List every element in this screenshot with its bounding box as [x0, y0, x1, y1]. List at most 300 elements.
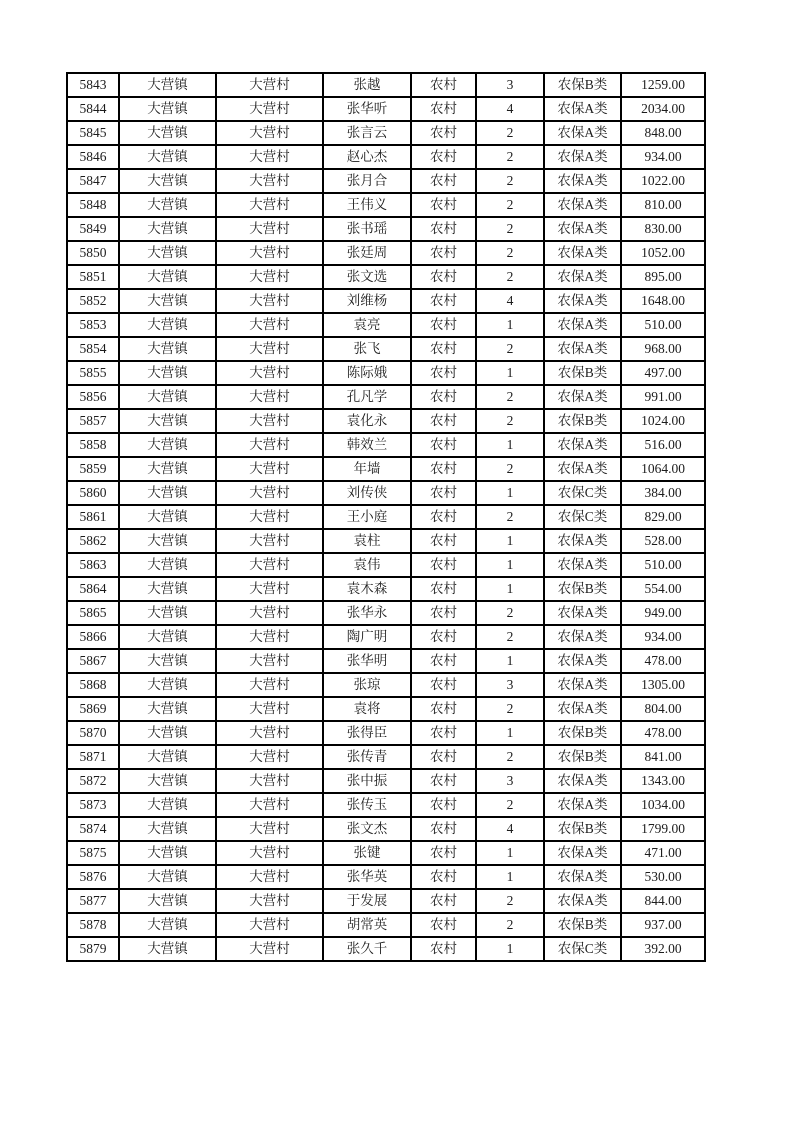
cell-town: 大营镇	[119, 169, 216, 193]
cell-insurance-type: 农保A类	[544, 121, 621, 145]
cell-name: 袁化永	[323, 409, 411, 433]
cell-amount: 1343.00	[621, 769, 705, 793]
table-row	[67, 169, 705, 193]
cell-amount: 510.00	[621, 313, 705, 337]
cell-serial: 5879	[67, 937, 119, 961]
cell-serial: 5856	[67, 385, 119, 409]
cell-insurance-type: 农保A类	[544, 193, 621, 217]
cell-amount: 478.00	[621, 721, 705, 745]
cell-town: 大营镇	[119, 913, 216, 937]
cell-count: 2	[476, 625, 544, 649]
cell-amount: 392.00	[621, 937, 705, 961]
cell-town: 大营镇	[119, 529, 216, 553]
cell-count: 2	[476, 913, 544, 937]
cell-town: 大营镇	[119, 889, 216, 913]
cell-count: 1	[476, 313, 544, 337]
cell-name: 张中振	[323, 769, 411, 793]
cell-serial: 5877	[67, 889, 119, 913]
cell-name: 胡常英	[323, 913, 411, 937]
cell-town: 大营镇	[119, 601, 216, 625]
cell-amount: 471.00	[621, 841, 705, 865]
cell-amount: 384.00	[621, 481, 705, 505]
cell-insurance-type: 农保A类	[544, 313, 621, 337]
cell-category: 农村	[411, 481, 476, 505]
cell-category: 农村	[411, 673, 476, 697]
cell-insurance-type: 农保A类	[544, 217, 621, 241]
cell-town: 大营镇	[119, 649, 216, 673]
cell-town: 大营镇	[119, 241, 216, 265]
cell-count: 2	[476, 121, 544, 145]
cell-insurance-type: 农保B类	[544, 409, 621, 433]
cell-serial: 5849	[67, 217, 119, 241]
cell-count: 4	[476, 97, 544, 121]
cell-village: 大营村	[216, 649, 323, 673]
cell-village: 大营村	[216, 169, 323, 193]
cell-insurance-type: 农保A类	[544, 673, 621, 697]
cell-serial: 5850	[67, 241, 119, 265]
cell-name: 孔凡学	[323, 385, 411, 409]
cell-serial: 5878	[67, 913, 119, 937]
cell-category: 农村	[411, 313, 476, 337]
beneficiary-table	[66, 72, 706, 962]
table-row	[67, 265, 705, 289]
table-row	[67, 337, 705, 361]
cell-insurance-type: 农保A类	[544, 769, 621, 793]
cell-category: 农村	[411, 385, 476, 409]
cell-town: 大营镇	[119, 865, 216, 889]
table-row	[67, 673, 705, 697]
cell-name: 王伟义	[323, 193, 411, 217]
cell-serial: 5862	[67, 529, 119, 553]
table-row	[67, 241, 705, 265]
table-row	[67, 841, 705, 865]
cell-count: 3	[476, 73, 544, 97]
cell-insurance-type: 农保B类	[544, 913, 621, 937]
cell-serial: 5861	[67, 505, 119, 529]
cell-village: 大营村	[216, 937, 323, 961]
table-row	[67, 361, 705, 385]
cell-category: 农村	[411, 553, 476, 577]
cell-serial: 5853	[67, 313, 119, 337]
cell-insurance-type: 农保C类	[544, 481, 621, 505]
cell-village: 大营村	[216, 553, 323, 577]
cell-town: 大营镇	[119, 121, 216, 145]
cell-insurance-type: 农保B类	[544, 577, 621, 601]
cell-name: 张琼	[323, 673, 411, 697]
cell-village: 大营村	[216, 73, 323, 97]
cell-category: 农村	[411, 505, 476, 529]
cell-village: 大营村	[216, 313, 323, 337]
table-body	[67, 73, 705, 961]
table-row	[67, 577, 705, 601]
cell-town: 大营镇	[119, 193, 216, 217]
cell-village: 大营村	[216, 697, 323, 721]
cell-name: 张键	[323, 841, 411, 865]
cell-insurance-type: 农保A类	[544, 97, 621, 121]
cell-village: 大营村	[216, 265, 323, 289]
cell-name: 张言云	[323, 121, 411, 145]
cell-count: 2	[476, 793, 544, 817]
cell-amount: 530.00	[621, 865, 705, 889]
cell-amount: 1648.00	[621, 289, 705, 313]
cell-category: 农村	[411, 793, 476, 817]
cell-village: 大营村	[216, 601, 323, 625]
cell-serial: 5873	[67, 793, 119, 817]
table-row	[67, 889, 705, 913]
cell-amount: 804.00	[621, 697, 705, 721]
cell-name: 刘维杨	[323, 289, 411, 313]
cell-serial: 5846	[67, 145, 119, 169]
cell-serial: 5845	[67, 121, 119, 145]
cell-amount: 510.00	[621, 553, 705, 577]
cell-amount: 810.00	[621, 193, 705, 217]
cell-town: 大营镇	[119, 577, 216, 601]
cell-town: 大营镇	[119, 457, 216, 481]
cell-town: 大营镇	[119, 409, 216, 433]
cell-count: 2	[476, 385, 544, 409]
cell-name: 刘传侠	[323, 481, 411, 505]
cell-serial: 5870	[67, 721, 119, 745]
cell-category: 农村	[411, 841, 476, 865]
table-row	[67, 913, 705, 937]
cell-count: 2	[476, 745, 544, 769]
cell-town: 大营镇	[119, 841, 216, 865]
cell-name: 王小庭	[323, 505, 411, 529]
cell-count: 2	[476, 505, 544, 529]
cell-name: 袁木森	[323, 577, 411, 601]
cell-village: 大营村	[216, 505, 323, 529]
cell-category: 农村	[411, 97, 476, 121]
cell-amount: 991.00	[621, 385, 705, 409]
cell-category: 农村	[411, 241, 476, 265]
cell-town: 大营镇	[119, 289, 216, 313]
cell-count: 1	[476, 649, 544, 673]
cell-insurance-type: 农保B类	[544, 361, 621, 385]
cell-village: 大营村	[216, 97, 323, 121]
cell-count: 2	[476, 241, 544, 265]
cell-serial: 5857	[67, 409, 119, 433]
table-row	[67, 505, 705, 529]
cell-name: 袁柱	[323, 529, 411, 553]
cell-town: 大营镇	[119, 697, 216, 721]
cell-name: 于发展	[323, 889, 411, 913]
cell-serial: 5864	[67, 577, 119, 601]
cell-count: 2	[476, 601, 544, 625]
cell-town: 大营镇	[119, 625, 216, 649]
cell-village: 大营村	[216, 481, 323, 505]
table-row	[67, 745, 705, 769]
cell-village: 大营村	[216, 193, 323, 217]
cell-insurance-type: 农保A类	[544, 649, 621, 673]
cell-town: 大营镇	[119, 673, 216, 697]
cell-insurance-type: 农保C类	[544, 937, 621, 961]
cell-category: 农村	[411, 169, 476, 193]
cell-village: 大营村	[216, 913, 323, 937]
table-row	[67, 481, 705, 505]
cell-insurance-type: 农保A类	[544, 697, 621, 721]
cell-category: 农村	[411, 769, 476, 793]
cell-amount: 528.00	[621, 529, 705, 553]
cell-village: 大营村	[216, 433, 323, 457]
cell-name: 张文杰	[323, 817, 411, 841]
cell-amount: 848.00	[621, 121, 705, 145]
cell-name: 陈际娥	[323, 361, 411, 385]
cell-category: 农村	[411, 529, 476, 553]
cell-name: 张月合	[323, 169, 411, 193]
cell-count: 2	[476, 457, 544, 481]
cell-amount: 830.00	[621, 217, 705, 241]
cell-insurance-type: 农保A类	[544, 529, 621, 553]
table-row	[67, 409, 705, 433]
cell-amount: 949.00	[621, 601, 705, 625]
table-row	[67, 553, 705, 577]
cell-insurance-type: 农保B类	[544, 745, 621, 769]
table-row	[67, 697, 705, 721]
cell-town: 大营镇	[119, 481, 216, 505]
cell-insurance-type: 农保A类	[544, 265, 621, 289]
cell-name: 韩效兰	[323, 433, 411, 457]
cell-town: 大营镇	[119, 817, 216, 841]
cell-count: 2	[476, 337, 544, 361]
cell-count: 1	[476, 865, 544, 889]
cell-name: 袁亮	[323, 313, 411, 337]
cell-amount: 1064.00	[621, 457, 705, 481]
cell-serial: 5872	[67, 769, 119, 793]
cell-category: 农村	[411, 937, 476, 961]
cell-amount: 934.00	[621, 145, 705, 169]
cell-amount: 1799.00	[621, 817, 705, 841]
cell-village: 大营村	[216, 865, 323, 889]
cell-insurance-type: 农保B类	[544, 73, 621, 97]
cell-category: 农村	[411, 625, 476, 649]
cell-amount: 968.00	[621, 337, 705, 361]
cell-town: 大营镇	[119, 769, 216, 793]
cell-amount: 937.00	[621, 913, 705, 937]
table-row	[67, 769, 705, 793]
cell-amount: 554.00	[621, 577, 705, 601]
table-row	[67, 193, 705, 217]
cell-name: 张华听	[323, 97, 411, 121]
cell-count: 1	[476, 937, 544, 961]
cell-town: 大营镇	[119, 385, 216, 409]
cell-amount: 516.00	[621, 433, 705, 457]
cell-serial: 5855	[67, 361, 119, 385]
cell-amount: 841.00	[621, 745, 705, 769]
cell-serial: 5866	[67, 625, 119, 649]
cell-count: 1	[476, 481, 544, 505]
table-row	[67, 721, 705, 745]
cell-category: 农村	[411, 217, 476, 241]
cell-category: 农村	[411, 409, 476, 433]
cell-name: 张传玉	[323, 793, 411, 817]
table-row	[67, 121, 705, 145]
cell-town: 大营镇	[119, 217, 216, 241]
cell-serial: 5858	[67, 433, 119, 457]
cell-town: 大营镇	[119, 313, 216, 337]
cell-town: 大营镇	[119, 73, 216, 97]
cell-amount: 934.00	[621, 625, 705, 649]
cell-town: 大营镇	[119, 793, 216, 817]
table-row	[67, 97, 705, 121]
cell-name: 张书瑶	[323, 217, 411, 241]
table-row	[67, 865, 705, 889]
table-row	[67, 73, 705, 97]
cell-town: 大营镇	[119, 553, 216, 577]
cell-count: 2	[476, 409, 544, 433]
cell-insurance-type: 农保A类	[544, 625, 621, 649]
table-row	[67, 433, 705, 457]
cell-serial: 5844	[67, 97, 119, 121]
cell-name: 张华英	[323, 865, 411, 889]
cell-name: 赵心杰	[323, 145, 411, 169]
cell-serial: 5863	[67, 553, 119, 577]
cell-amount: 478.00	[621, 649, 705, 673]
cell-category: 农村	[411, 721, 476, 745]
cell-count: 2	[476, 697, 544, 721]
cell-amount: 1024.00	[621, 409, 705, 433]
cell-village: 大营村	[216, 385, 323, 409]
cell-serial: 5874	[67, 817, 119, 841]
cell-village: 大营村	[216, 457, 323, 481]
table-row	[67, 793, 705, 817]
cell-insurance-type: 农保A类	[544, 433, 621, 457]
cell-insurance-type: 农保A类	[544, 241, 621, 265]
cell-village: 大营村	[216, 817, 323, 841]
cell-village: 大营村	[216, 625, 323, 649]
cell-category: 农村	[411, 457, 476, 481]
cell-category: 农村	[411, 289, 476, 313]
cell-amount: 2034.00	[621, 97, 705, 121]
cell-name: 张华永	[323, 601, 411, 625]
cell-insurance-type: 农保A类	[544, 601, 621, 625]
cell-category: 农村	[411, 601, 476, 625]
cell-category: 农村	[411, 865, 476, 889]
cell-insurance-type: 农保A类	[544, 841, 621, 865]
cell-insurance-type: 农保B类	[544, 817, 621, 841]
cell-serial: 5848	[67, 193, 119, 217]
cell-name: 张得臣	[323, 721, 411, 745]
table-row	[67, 625, 705, 649]
table-row	[67, 313, 705, 337]
cell-count: 1	[476, 577, 544, 601]
cell-serial: 5843	[67, 73, 119, 97]
cell-name: 袁将	[323, 697, 411, 721]
cell-name: 张廷周	[323, 241, 411, 265]
cell-insurance-type: 农保A类	[544, 289, 621, 313]
cell-name: 张久千	[323, 937, 411, 961]
cell-count: 3	[476, 769, 544, 793]
cell-insurance-type: 农保A类	[544, 865, 621, 889]
cell-town: 大营镇	[119, 745, 216, 769]
cell-insurance-type: 农保A类	[544, 457, 621, 481]
cell-count: 2	[476, 217, 544, 241]
cell-count: 2	[476, 169, 544, 193]
cell-name: 张传青	[323, 745, 411, 769]
cell-name: 陶广明	[323, 625, 411, 649]
cell-village: 大营村	[216, 769, 323, 793]
cell-count: 1	[476, 721, 544, 745]
cell-category: 农村	[411, 697, 476, 721]
cell-village: 大营村	[216, 409, 323, 433]
cell-count: 1	[476, 553, 544, 577]
cell-village: 大营村	[216, 289, 323, 313]
cell-amount: 1052.00	[621, 241, 705, 265]
cell-category: 农村	[411, 361, 476, 385]
table-row	[67, 601, 705, 625]
cell-serial: 5876	[67, 865, 119, 889]
cell-count: 2	[476, 145, 544, 169]
cell-category: 农村	[411, 889, 476, 913]
cell-insurance-type: 农保C类	[544, 505, 621, 529]
cell-amount: 895.00	[621, 265, 705, 289]
cell-village: 大营村	[216, 529, 323, 553]
cell-serial: 5867	[67, 649, 119, 673]
cell-category: 农村	[411, 145, 476, 169]
cell-count: 2	[476, 193, 544, 217]
cell-town: 大营镇	[119, 361, 216, 385]
cell-amount: 1022.00	[621, 169, 705, 193]
table-row	[67, 457, 705, 481]
cell-category: 农村	[411, 73, 476, 97]
cell-village: 大营村	[216, 745, 323, 769]
table-row	[67, 529, 705, 553]
cell-serial: 5869	[67, 697, 119, 721]
cell-count: 4	[476, 817, 544, 841]
cell-count: 1	[476, 841, 544, 865]
cell-serial: 5865	[67, 601, 119, 625]
cell-count: 1	[476, 529, 544, 553]
cell-town: 大营镇	[119, 337, 216, 361]
cell-insurance-type: 农保A类	[544, 553, 621, 577]
cell-town: 大营镇	[119, 265, 216, 289]
cell-town: 大营镇	[119, 433, 216, 457]
cell-village: 大营村	[216, 145, 323, 169]
cell-category: 农村	[411, 745, 476, 769]
cell-category: 农村	[411, 649, 476, 673]
cell-insurance-type: 农保A类	[544, 337, 621, 361]
cell-count: 1	[476, 361, 544, 385]
cell-name: 袁伟	[323, 553, 411, 577]
cell-amount: 497.00	[621, 361, 705, 385]
cell-amount: 1305.00	[621, 673, 705, 697]
cell-village: 大营村	[216, 217, 323, 241]
table-row	[67, 145, 705, 169]
cell-serial: 5852	[67, 289, 119, 313]
cell-count: 2	[476, 265, 544, 289]
cell-serial: 5875	[67, 841, 119, 865]
cell-village: 大营村	[216, 337, 323, 361]
cell-amount: 844.00	[621, 889, 705, 913]
cell-serial: 5868	[67, 673, 119, 697]
cell-count: 3	[476, 673, 544, 697]
cell-category: 农村	[411, 913, 476, 937]
cell-serial: 5851	[67, 265, 119, 289]
cell-serial: 5854	[67, 337, 119, 361]
cell-insurance-type: 农保A类	[544, 145, 621, 169]
cell-name: 张华明	[323, 649, 411, 673]
cell-village: 大营村	[216, 841, 323, 865]
cell-amount: 1034.00	[621, 793, 705, 817]
table-row	[67, 217, 705, 241]
cell-village: 大营村	[216, 361, 323, 385]
cell-name: 张文选	[323, 265, 411, 289]
cell-village: 大营村	[216, 121, 323, 145]
table-row	[67, 385, 705, 409]
table-row	[67, 289, 705, 313]
cell-village: 大营村	[216, 793, 323, 817]
cell-category: 农村	[411, 265, 476, 289]
cell-town: 大营镇	[119, 937, 216, 961]
